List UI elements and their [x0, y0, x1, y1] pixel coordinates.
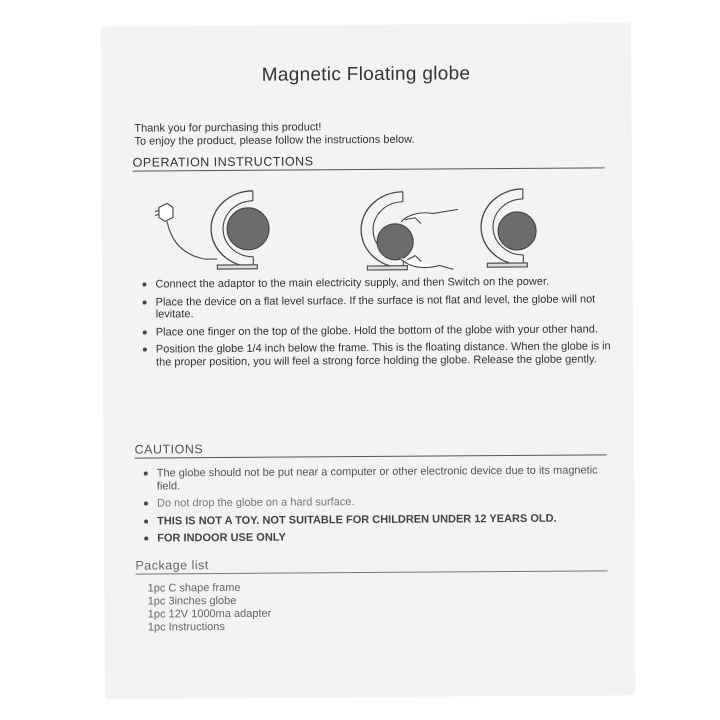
- floating-globe-icon: [481, 189, 537, 267]
- intro-line: Thank you for purchasing this product!: [134, 121, 322, 135]
- operation-step: Place one finger on the top of the globe. Hold the bottom of the globe with your other hand.: [142, 323, 612, 339]
- package-item: 1pc 3inches globe: [147, 594, 237, 608]
- intro-line: To enjoy the product, please follow the instructions below.: [134, 133, 415, 148]
- operation-heading: OPERATION INSTRUCTIONS: [133, 152, 605, 171]
- operation-step: Position the globe 1/4 inch below the frame. This is the floating distance. When the globe is in the proper position, you will feel a strong force holding the globe. Release the globe gently.: [142, 340, 612, 368]
- package-item: 1pc C shape frame: [147, 581, 241, 595]
- caution-item: FOR INDOOR USE ONLY: [143, 529, 613, 545]
- caution-item: Do not drop the globe on a hard surface.: [143, 494, 613, 510]
- cautions-heading: CAUTIONS: [135, 439, 607, 458]
- operation-list: [141, 275, 612, 373]
- caution-item: THIS IS NOT A TOY. NOT SUITABLE FOR CHILDREN UNDER 12 YEARS OLD.: [143, 512, 613, 528]
- caution-item: The globe should not be put near a computer or other electronic device due to its magnetic field.: [143, 464, 613, 492]
- package-heading: Package list: [135, 555, 607, 574]
- intro-text: [134, 121, 414, 149]
- operation-illustrations: [153, 183, 574, 276]
- document-title: Magnetic Floating globe: [261, 63, 471, 86]
- instruction-sheet: [102, 24, 635, 698]
- package-item: 1pc Instructions: [147, 621, 225, 634]
- cautions-list: [143, 464, 614, 550]
- operation-step: Connect the adaptor to the main electricity supply, and then Switch on the power.: [141, 275, 611, 291]
- hands-placing-globe-icon: [361, 191, 459, 270]
- package-list: [148, 582, 272, 635]
- package-item: 1pc 12V 1000ma adapter: [147, 607, 272, 621]
- operation-step: Place the device on a flat level surface. If the surface is not flat and level, the globe will not levitate.: [142, 293, 612, 321]
- adapter-and-globe-icon: [155, 191, 270, 270]
